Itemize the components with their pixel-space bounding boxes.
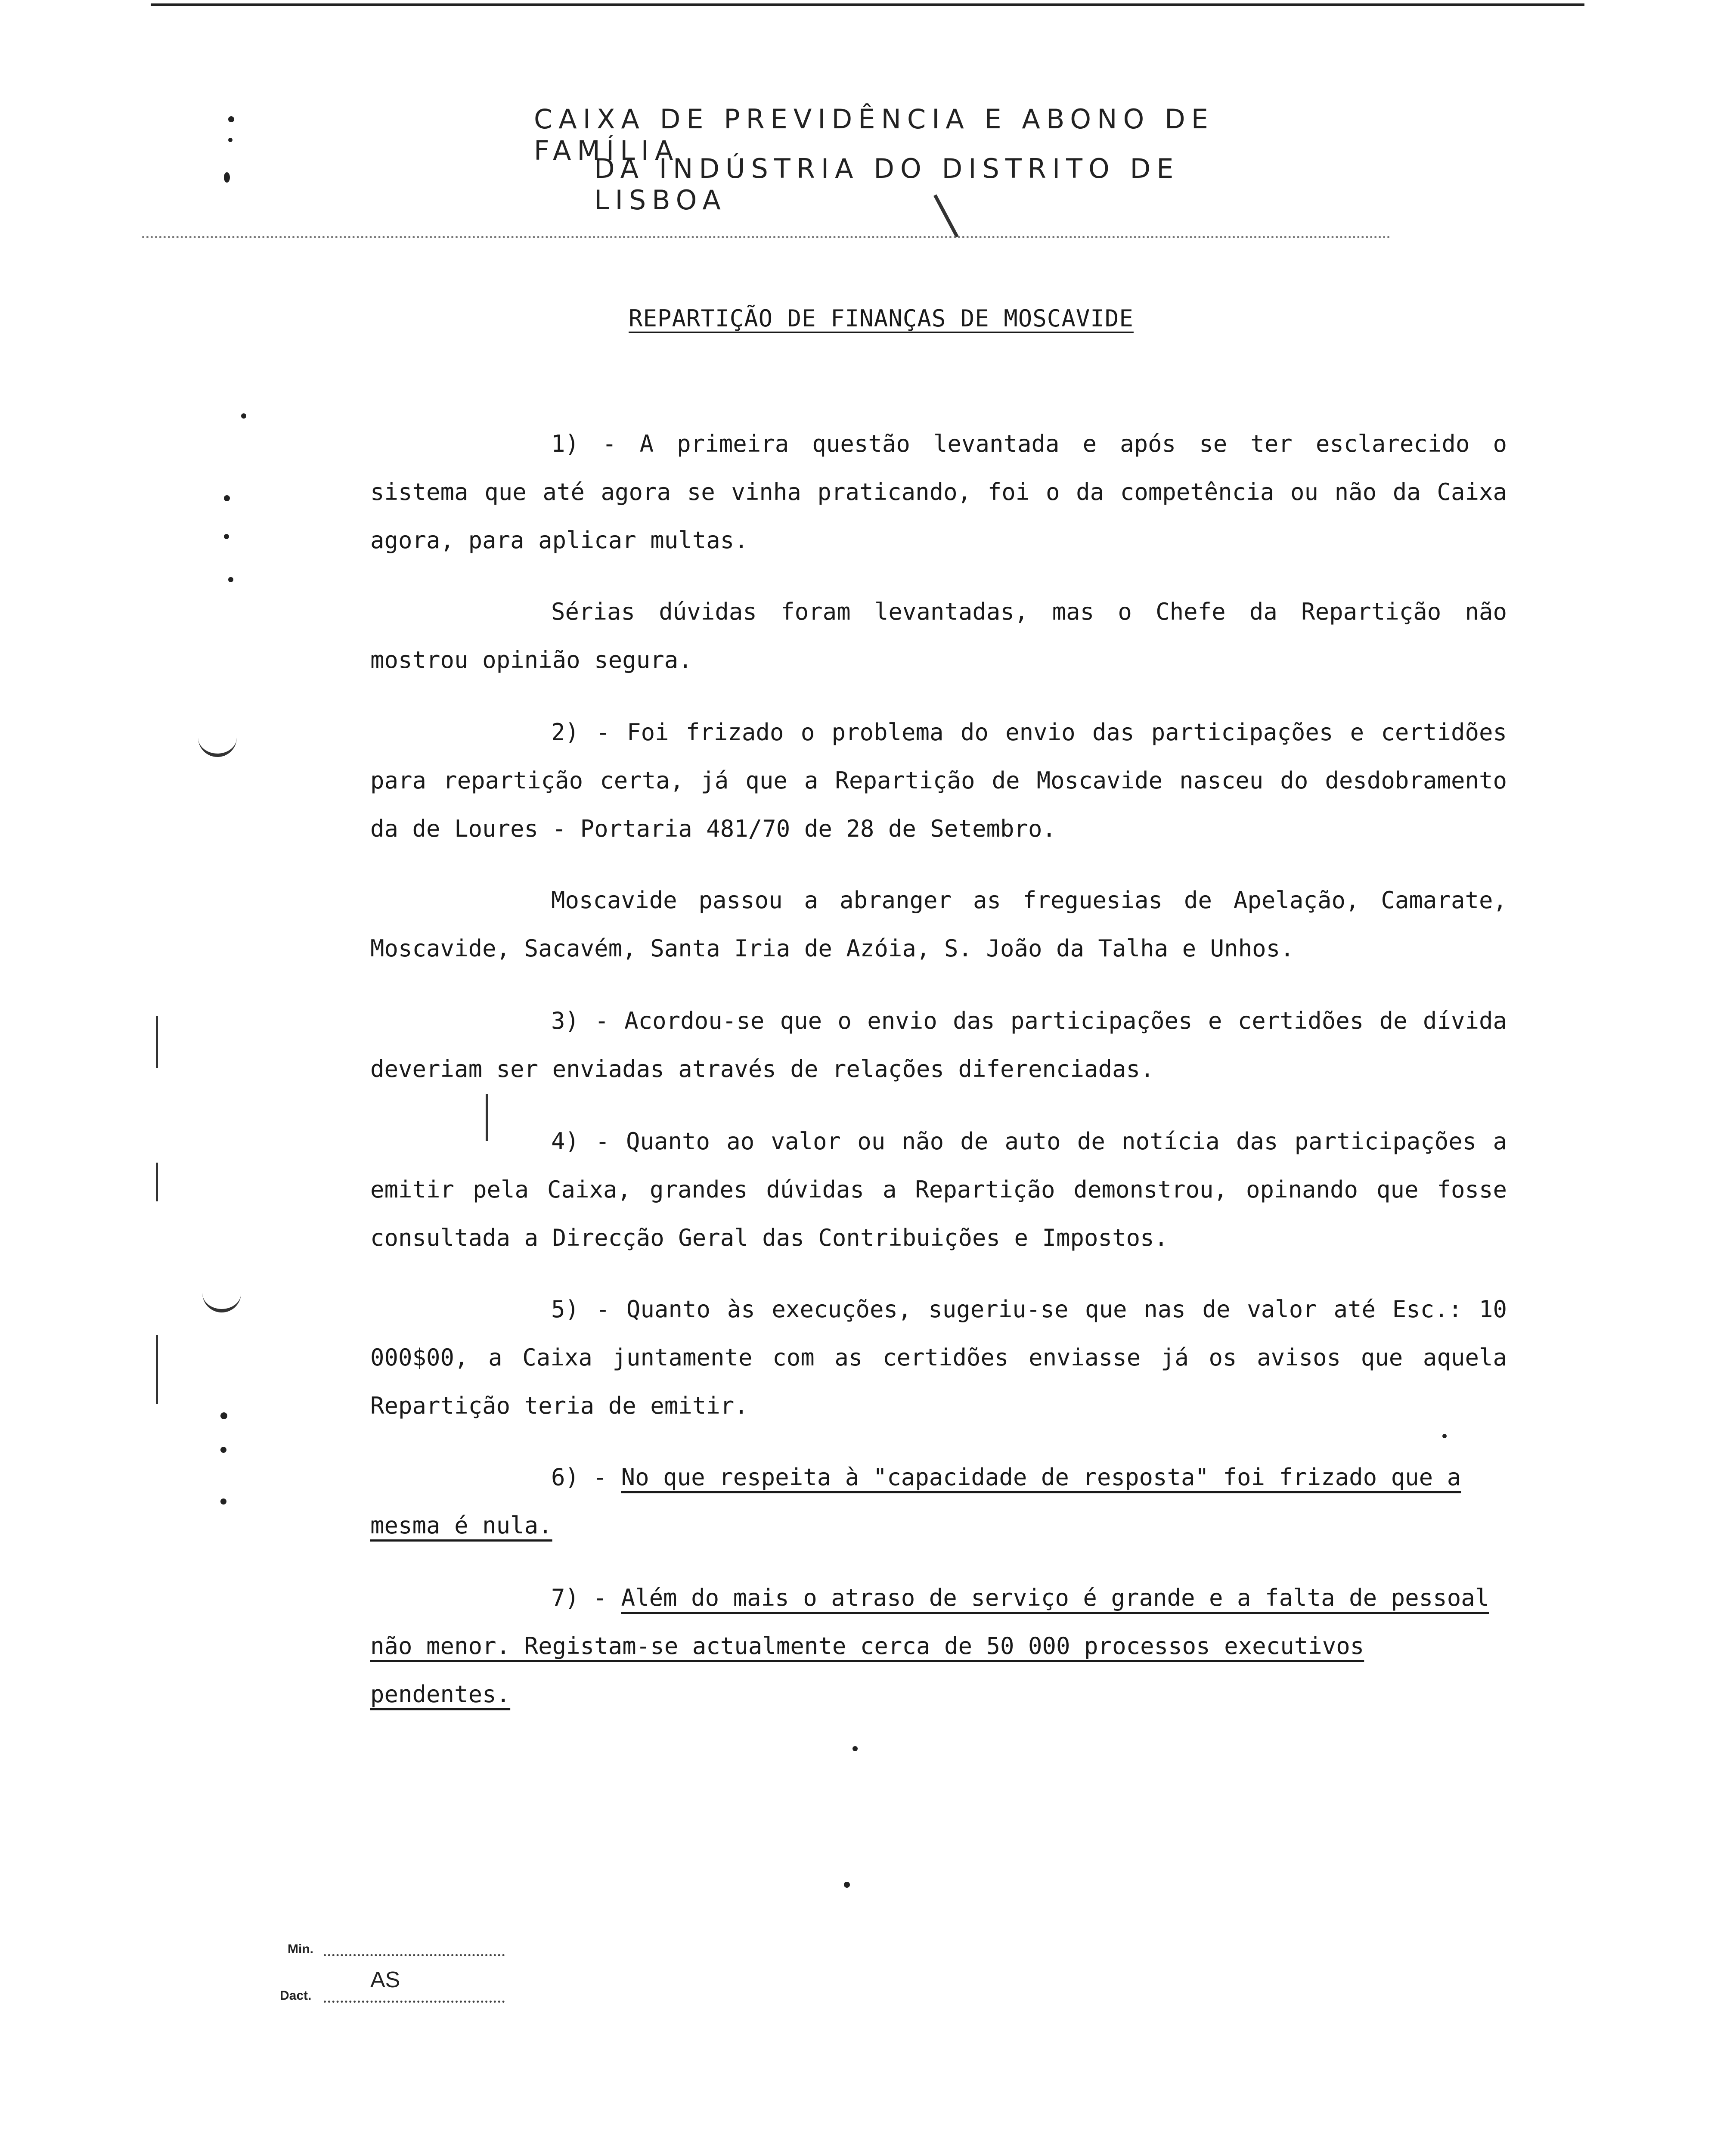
scan-line [156,1335,158,1404]
paragraph-text: 5) - Quanto às execuções, sugeriu-se que nas de valor até Esc.: 10 000$00, a Caixa juntamente com as certidões enviasse já os avisos que aquela Repartição teria de emitir. [370,1296,1507,1419]
margin-check-mark [202,1287,241,1312]
scan-speck [1442,1434,1447,1438]
scan-speck [228,138,232,142]
dact-label: Dact. [280,1989,312,2003]
scan-speck [228,577,233,582]
scan-line [156,1016,158,1068]
org-name-line-1: CAIXA DE PREVIDÊNCIA E ABONO DE FAMÍLIA [534,103,1214,166]
top-border-line [151,3,1584,6]
scan-speck [224,495,230,501]
scan-line [156,1163,158,1201]
scan-speck [852,1746,858,1751]
header-divider [142,236,1391,238]
paragraph-text: 1) - A primeira questão levantada e após se ter esclarecido o sistema que até agora se vinha praticando, foi o da competência ou não da Caixa agora, para aplicar multas. [370,430,1507,554]
paragraph-text: 3) - Acordou-se que o envio das participações e certidões de dívida deveriam ser enviadas através de relações diferenciadas. [370,1007,1507,1083]
item-number: 6) - [551,1464,621,1491]
scan-speck [844,1882,850,1888]
scan-speck [224,172,230,183]
dact-dotted-line [324,2001,505,2003]
scan-speck [224,534,229,539]
item-number: 7) - [551,1584,621,1611]
paragraph-item-6 [370,1453,1507,1550]
underlined-text: Além do mais o atraso de serviço é grande e a falta de pessoal não menor. Registam-se actualmente cerca de 50 000 processos executivos pendentes. [370,1584,1489,1708]
document-title: REPARTIÇÃO DE FINANÇAS DE MOSCAVIDE [629,305,1134,332]
paragraph-item-1-followup [370,588,1507,684]
paragraph-item-2 [370,708,1507,853]
scan-speck [228,116,234,122]
margin-check-mark [198,732,237,757]
paragraph-text: Sérias dúvidas foram levantadas, mas o Chefe da Repartição não mostrou opinião segura. [370,598,1507,673]
paragraph-item-4 [370,1117,1507,1262]
scan-line [486,1094,488,1141]
paragraph-item-7 [370,1574,1507,1719]
paragraph-text: 2) - Foi frizado o problema do envio das participações e certidões para repartição certa, já que a Repartição de Moscavide nasceu do desdobramento da de Loures - Portaria 481/70 de 28 de Setembro. [370,719,1507,842]
min-label: Min. [288,1942,313,1956]
scan-speck [220,1498,226,1505]
org-name-line-2: DA INDÚSTRIA DO DISTRITO DE LISBOA [594,153,1180,216]
scan-speck [241,413,246,419]
min-dotted-line [324,1954,505,1956]
paragraph-text: 4) - Quanto ao valor ou não de auto de notícia das participações a emitir pela Caixa, grandes dúvidas a Repartição demonstrou, opinando que fosse consultada a Direcção Geral das Contribuições e Impostos. [370,1128,1507,1251]
scan-speck [220,1447,226,1453]
paragraph-item-3 [370,997,1507,1093]
typist-initials: AS [370,1967,400,1992]
scan-speck [220,1412,227,1419]
paragraph-item-1 [370,420,1507,565]
paragraph-item-2-followup [370,876,1507,973]
paragraph-item-5 [370,1285,1507,1430]
paragraph-text: Moscavide passou a abranger as freguesias de Apelação, Camarate, Moscavide, Sacavém, Santa Iria de Azóia, S. João da Talha e Unhos. [370,887,1507,962]
underlined-text: No que respeita à "capacidade de resposta" foi frizado que a mesma é nula. [370,1464,1461,1539]
